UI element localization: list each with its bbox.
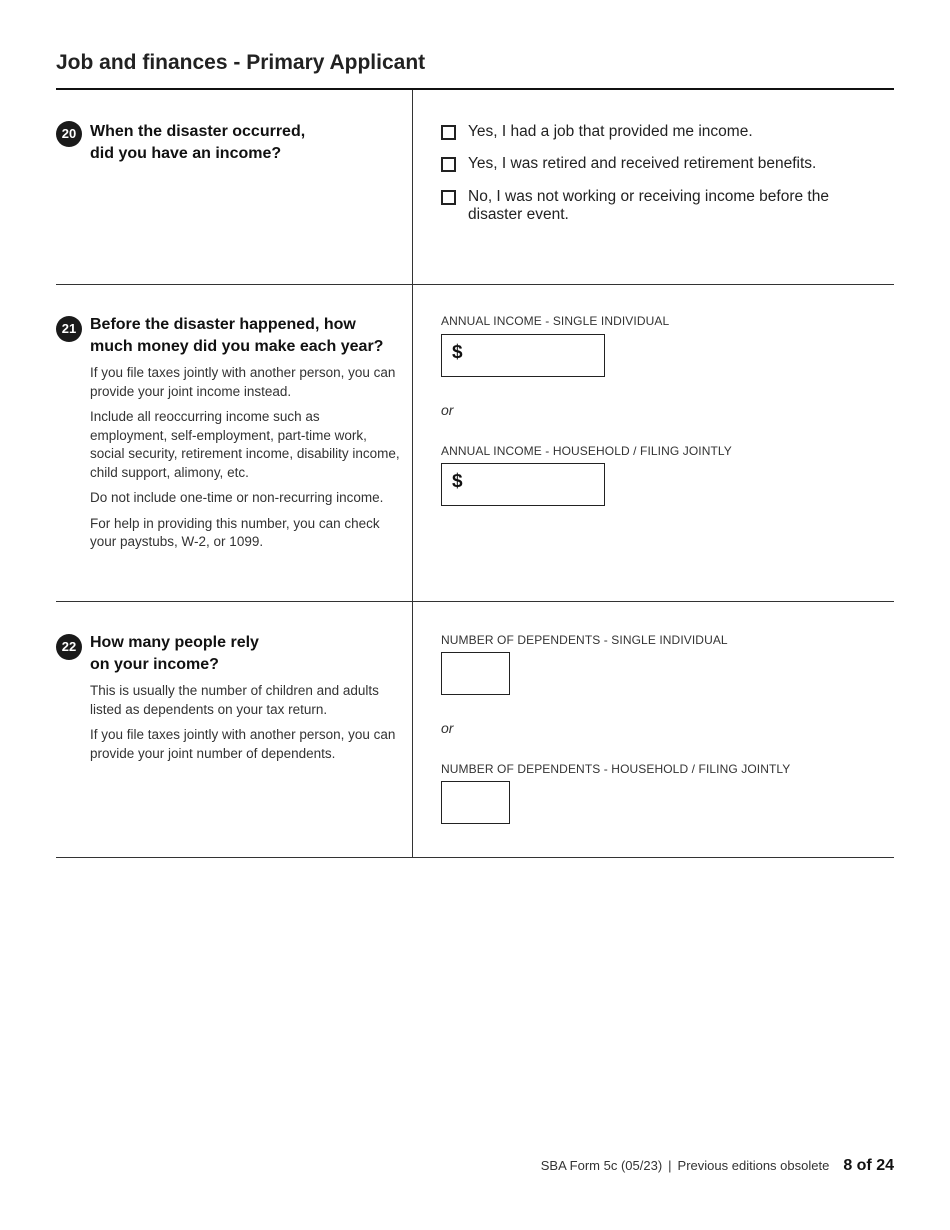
help-text: Include all reoccurring income such as employment, self-employment, part-time work, social security, retirement income, disability income, child support, alimony, etc. [90,409,400,480]
title-rule [56,88,894,90]
help-text: If you file taxes jointly with another person, you can provide your joint income instead. [90,365,396,399]
annual-income-single-label: ANNUAL INCOME - SINGLE INDIVIDUAL [441,314,670,328]
footer-separator: | [668,1158,672,1173]
annual-income-joint-label: ANNUAL INCOME - HOUSEHOLD / FILING JOINTLY [441,444,732,458]
help-text: If you file taxes jointly with another person, you can provide your joint number of dependents. [90,727,396,761]
question-number-21: 21 [56,316,82,342]
question-21-help [90,364,400,559]
page-footer [541,1157,894,1175]
question-22-title-line2: on your income? [90,656,219,673]
dollar-sign: $ [452,471,463,492]
page-number: 8 of 24 [843,1157,894,1174]
question-20-title [90,121,400,165]
help-text: For help in providing this number, you can check your paystubs, W-2, or 1099. [90,515,380,549]
help-text: Do not include one-time or non-recurring income. [90,490,384,505]
help-text: This is usually the number of children and adults listed as dependents on your tax return. [90,683,379,717]
section-divider-20 [56,284,894,285]
checkbox-no-income[interactable] [441,190,456,205]
dependents-single-label: NUMBER OF DEPENDENTS - SINGLE INDIVIDUAL [441,633,728,647]
question-21-title [90,314,400,358]
or-text: or [441,402,454,418]
dependents-joint-input[interactable] [441,781,510,824]
or-text: or [441,720,454,736]
annual-income-joint-input[interactable] [441,463,605,506]
question-21-title-line2: much money did you make each year? [90,338,384,355]
income-option-none[interactable] [441,188,861,224]
checkbox-retired-income[interactable] [441,157,456,172]
option-label: Yes, I was retired and received retirement benefits. [468,155,817,172]
checkbox-job-income[interactable] [441,125,456,140]
income-option-job[interactable] [441,123,861,141]
column-divider [412,90,413,857]
annual-income-single-input[interactable] [441,334,605,377]
option-label: Yes, I had a job that provided me income. [468,123,753,140]
income-option-retired[interactable] [441,155,861,173]
option-label: No, I was not working or receiving income before the disaster event. [468,188,829,223]
question-21-title-line1: Before the disaster happened, how [90,316,356,333]
question-20-title-line2: did you have an income? [90,145,282,162]
dependents-joint-label: NUMBER OF DEPENDENTS - HOUSEHOLD / FILING JOINTLY [441,762,791,776]
section-divider-22 [56,857,894,858]
page-title: Job and finances - Primary Applicant [56,51,426,74]
question-22-help [90,682,400,770]
form-id: SBA Form 5c (05/23) [540,1158,663,1173]
section-divider-21 [56,601,894,602]
question-20-title-line1: When the disaster occurred, [90,123,306,140]
dollar-sign: $ [452,342,463,363]
dependents-single-input[interactable] [441,652,510,695]
question-22-title [90,632,400,676]
question-number-20: 20 [56,121,82,147]
footer-note: Previous editions obsolete [677,1158,830,1173]
question-number-22: 22 [56,634,82,660]
question-22-title-line1: How many people rely [90,634,259,651]
